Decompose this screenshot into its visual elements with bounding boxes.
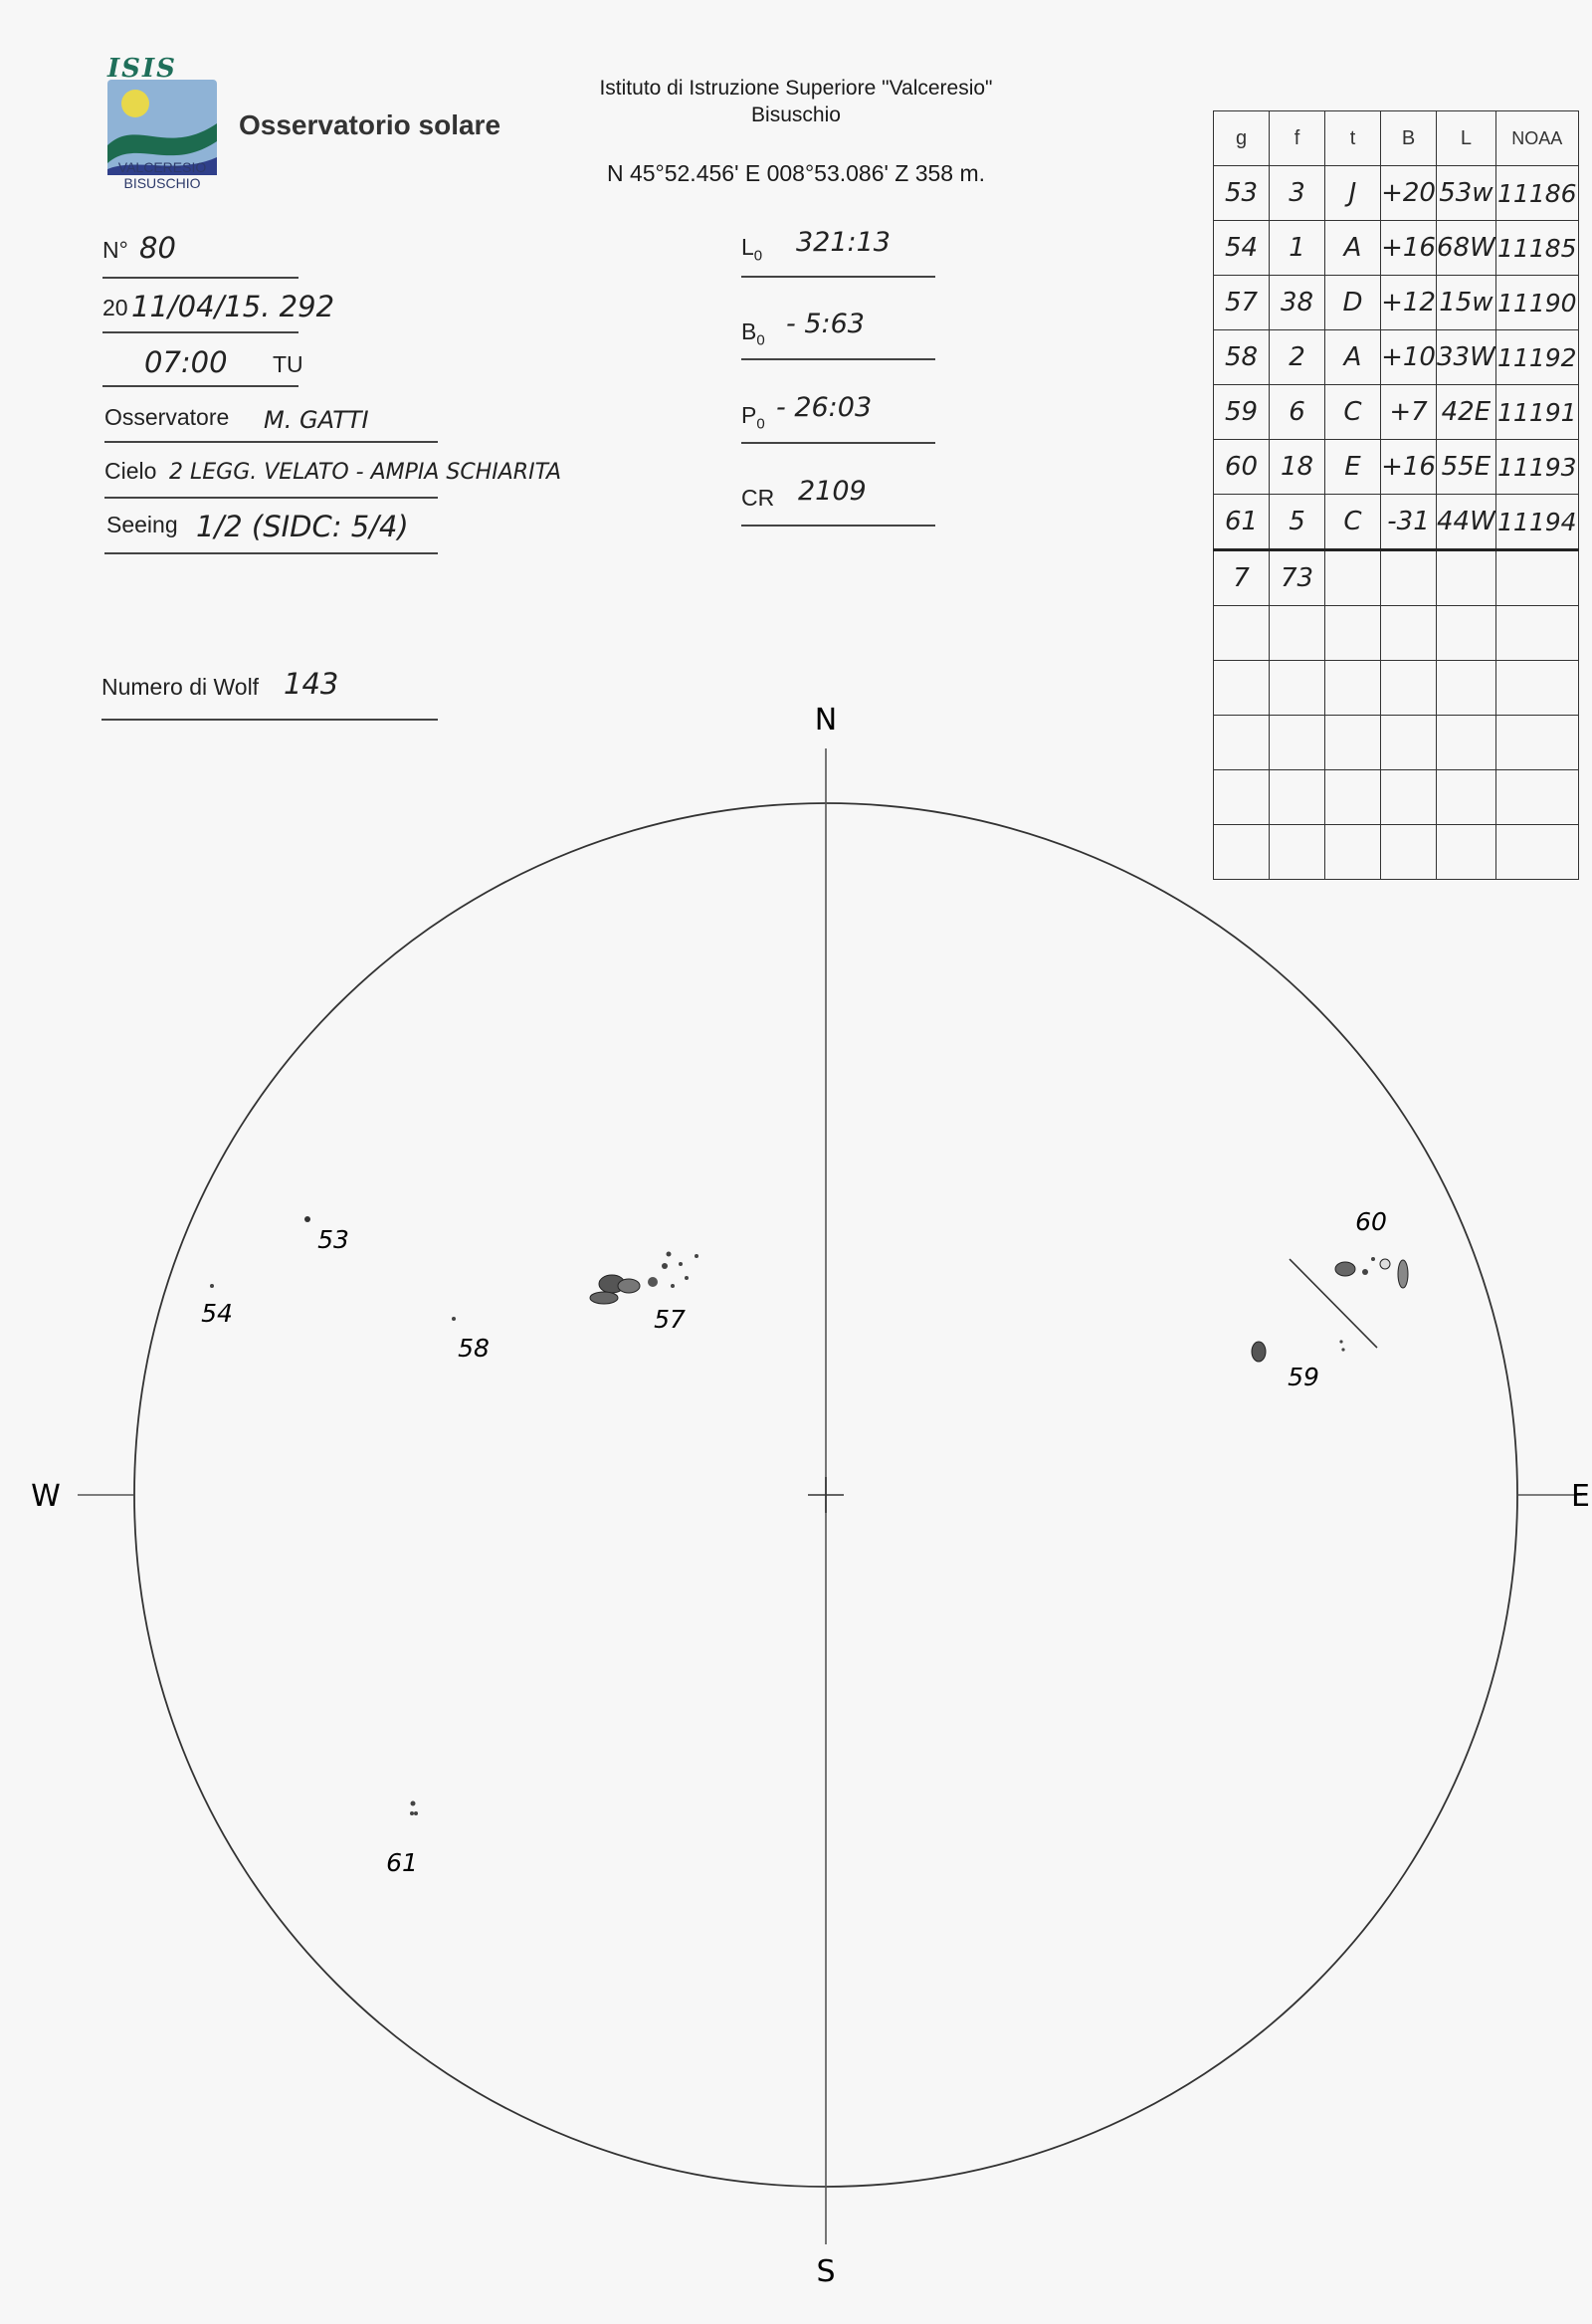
l0-label: $L_0$ [741, 234, 763, 265]
table-cell: 44W [1437, 495, 1496, 550]
sunspot-group-57 [590, 1252, 698, 1305]
table-cell: 61 [1214, 495, 1270, 550]
group-label-53: 53 [317, 1225, 349, 1254]
table-cell: 3 [1270, 166, 1325, 221]
logo-text: ISIS [107, 54, 177, 84]
table-cell: C [1325, 385, 1381, 440]
group-label-61: 61 [386, 1848, 418, 1877]
group-label-57: 57 [654, 1305, 686, 1334]
table-cell: 6 [1270, 385, 1325, 440]
table-header-cell: NOAA [1495, 111, 1578, 166]
table-cell: C [1325, 495, 1381, 550]
table-cell: 58 [1214, 330, 1270, 385]
west-label: W [31, 1479, 61, 1514]
table-cell: 60 [1214, 440, 1270, 495]
seeing-label: Seeing [106, 512, 178, 537]
observer-label: Osservatore [104, 404, 230, 430]
sunspot-group-60 [1290, 1257, 1408, 1348]
time-value: 07:00 [144, 345, 228, 379]
table-header-cell: t [1325, 111, 1381, 166]
table-cell: A [1325, 330, 1381, 385]
table-cell: +7 [1381, 385, 1437, 440]
table-cell: 11193 [1495, 440, 1578, 495]
table-cell: 59 [1214, 385, 1270, 440]
date-value: 11/04/15. 292 [131, 290, 335, 323]
sunspot-group-59 [1252, 1340, 1345, 1362]
sky-value: 2 LEGG. VELATO - AMPIA SCHIARITA [169, 460, 562, 485]
observatory-title: Osservatorio solare [239, 109, 501, 140]
east-label: E [1571, 1479, 1590, 1514]
table-header-cell: L [1437, 111, 1496, 166]
table-cell: 2 [1270, 330, 1325, 385]
table-cell: 54 [1214, 221, 1270, 276]
table-cell: D [1325, 276, 1381, 330]
number-label: N° [102, 237, 128, 263]
table-cell: E [1325, 440, 1381, 495]
table-header-cell: f [1270, 111, 1325, 166]
p0-label: $P_0$ [741, 402, 765, 433]
observer-value: M. GATTI [264, 406, 369, 434]
sunspot-group-53 [304, 1216, 310, 1222]
group-label-60: 60 [1355, 1207, 1387, 1236]
b0-label: $B_0$ [741, 318, 765, 349]
table-cell: 11190 [1495, 276, 1578, 330]
institute-name: Istituto di Istruzione Superiore "Valceresio" [599, 77, 993, 100]
cr-value: 2109 [798, 476, 867, 507]
logo-subtitle-2: BISUSCHIO [123, 175, 201, 191]
table-cell: 38 [1270, 276, 1325, 330]
table-cell: -31 [1381, 495, 1437, 550]
table-cell: J [1325, 166, 1381, 221]
north-label: N [814, 703, 838, 738]
table-cell: 57 [1214, 276, 1270, 330]
seeing-value: 1/2 (SIDC: 5/4) [196, 510, 409, 543]
table-cell: +12 [1381, 276, 1437, 330]
table-cell: 55E [1437, 440, 1496, 495]
date-prefix: 20 [102, 295, 128, 320]
table-cell: 15w [1437, 276, 1496, 330]
table-cell: 11185 [1495, 221, 1578, 276]
table-cell: 11192 [1495, 330, 1578, 385]
wolf-value: 143 [284, 667, 339, 701]
sunspot-group-58 [452, 1317, 456, 1321]
table-cell: 42E [1437, 385, 1496, 440]
table-cell: 1 [1270, 221, 1325, 276]
table-cell: 18 [1270, 440, 1325, 495]
table-cell: 68W [1437, 221, 1496, 276]
table-cell: 73 [1270, 550, 1325, 606]
table-cell: 7 [1214, 550, 1270, 606]
time-unit: TU [273, 351, 303, 377]
table-cell: 53 [1214, 166, 1270, 221]
table-cell: 11191 [1495, 385, 1578, 440]
table-cell: 33W [1437, 330, 1496, 385]
sunspot-group-54 [210, 1284, 214, 1288]
table-cell: +16 [1381, 221, 1437, 276]
sunspot-group-61 [410, 1801, 418, 1816]
table-cell: 53w [1437, 166, 1496, 221]
table-cell: +16 [1381, 440, 1437, 495]
group-label-54: 54 [201, 1299, 233, 1328]
table-header-cell: g [1214, 111, 1270, 166]
table-cell: 11194 [1495, 495, 1578, 550]
logo-subtitle-1: VALCERESIO [117, 159, 207, 175]
group-label-59: 59 [1288, 1363, 1319, 1391]
sky-label: Cielo [104, 458, 157, 484]
table-cell: +10 [1381, 330, 1437, 385]
institute-town: Bisuschio [751, 104, 841, 126]
south-label: S [816, 2254, 836, 2289]
table-cell: 5 [1270, 495, 1325, 550]
group-label-58: 58 [458, 1334, 490, 1363]
l0-value: 321:13 [796, 227, 891, 258]
table-cell: +20 [1381, 166, 1437, 221]
b0-value: - 5:63 [786, 309, 865, 339]
number-value: 80 [139, 231, 176, 265]
wolf-label: Numero di Wolf [101, 674, 260, 700]
p0-value: - 26:03 [776, 392, 873, 423]
table-cell: 11186 [1495, 166, 1578, 221]
table-cell: A [1325, 221, 1381, 276]
table-header-cell: B [1381, 111, 1437, 166]
cr-label: CR [741, 485, 775, 511]
observatory-coordinates: N 45°52.456' E 008°53.086' Z 358 m. [606, 160, 986, 186]
